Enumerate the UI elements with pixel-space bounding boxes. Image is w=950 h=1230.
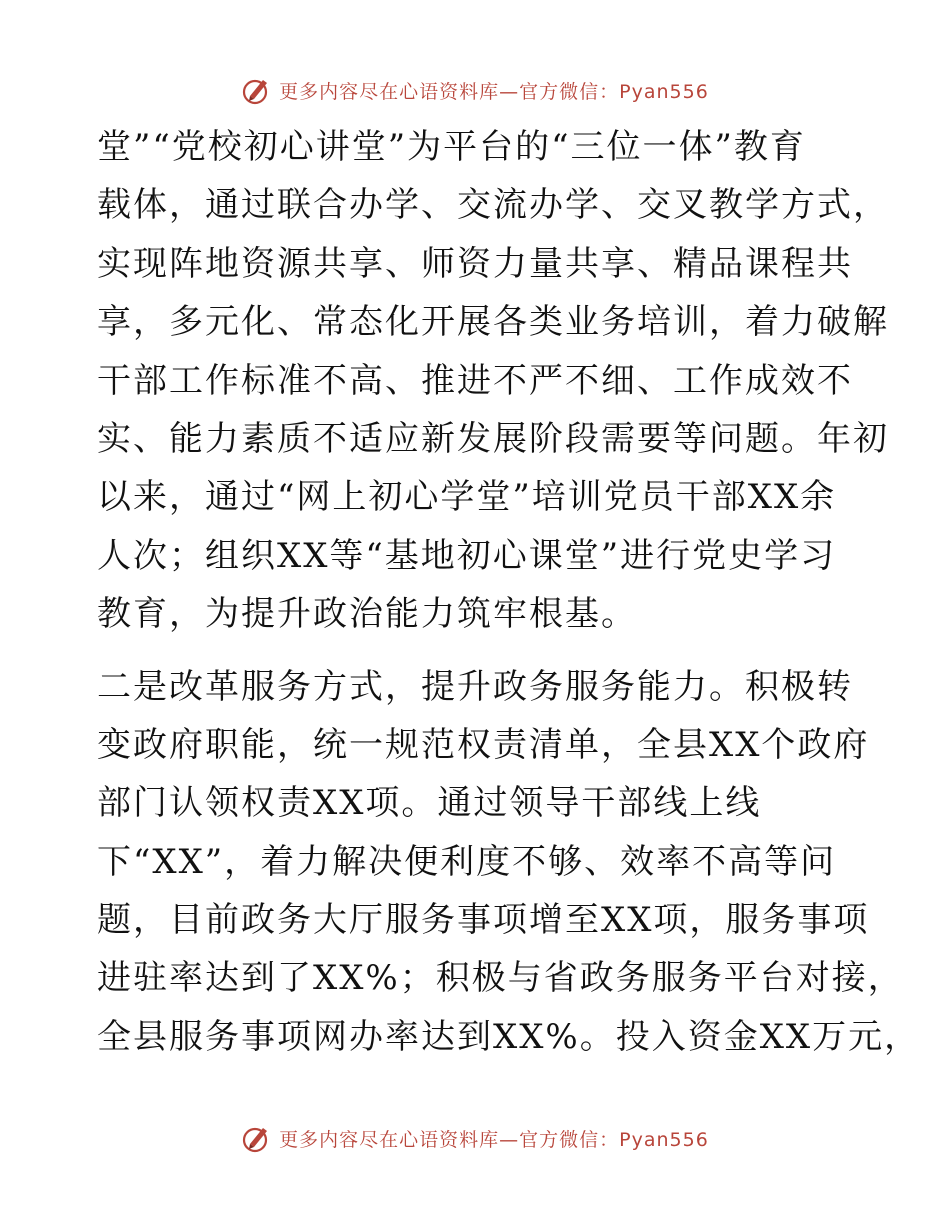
text-line: 人次；组织XX等“基地初心课堂”进行党史学习 (97, 535, 837, 576)
text-line: 实现阵地资源共享、师资力量共享、精品课程共 (97, 243, 853, 284)
text-line: 变政府职能，统一规范权责清单，全县XX个政府 (97, 724, 870, 765)
text-line: 题，目前政务大厅服务事项增至XX项，服务事项 (97, 900, 870, 941)
paragraph-1 (97, 118, 889, 644)
footer-banner (0, 1118, 950, 1158)
footer-banner-text: 更多内容尽在心语资料库—官方微信：Pyan556 (279, 1128, 709, 1151)
paragraph-2 (97, 658, 921, 1067)
text-line: 堂”“党校初心讲堂”为平台的“三位一体”教育 (97, 127, 806, 167)
text-line: 享，多元化、常态化开展各类业务培训，着力破解 (97, 302, 889, 343)
text-line: 下“XX”，着力解决便利度不够、效率不高等问 (97, 841, 837, 882)
document-body (97, 118, 921, 1066)
text-line: 全县服务事项网办率达到XX%。投入资金XX万元， (97, 1016, 921, 1057)
header-banner-text: 更多内容尽在心语资料库—官方微信：Pyan556 (279, 80, 709, 103)
header-banner (0, 70, 950, 110)
text-line: 载体，通过联合办学、交流办学、交叉教学方式， (97, 185, 889, 226)
text-line: 教育，为提升政治能力筑牢根基。 (97, 594, 637, 635)
text-line: 二是改革服务方式，提升政务服务能力。积极转 (97, 666, 853, 707)
pen-logo-icon (241, 1122, 273, 1154)
text-line: 以来，通过“网上初心学堂”培训党员干部XX余 (97, 477, 837, 518)
text-line: 进驻率达到了XX%；积极与省政务服务平台对接， (97, 958, 904, 999)
text-line: 实、能力素质不适应新发展阶段需要等问题。年初 (97, 418, 889, 459)
pen-logo-icon (241, 74, 273, 106)
text-line: 干部工作标准不高、推进不严不细、工作成效不 (97, 360, 853, 401)
text-line: 部门认领权责XX项。通过领导干部线上线 (97, 783, 762, 824)
